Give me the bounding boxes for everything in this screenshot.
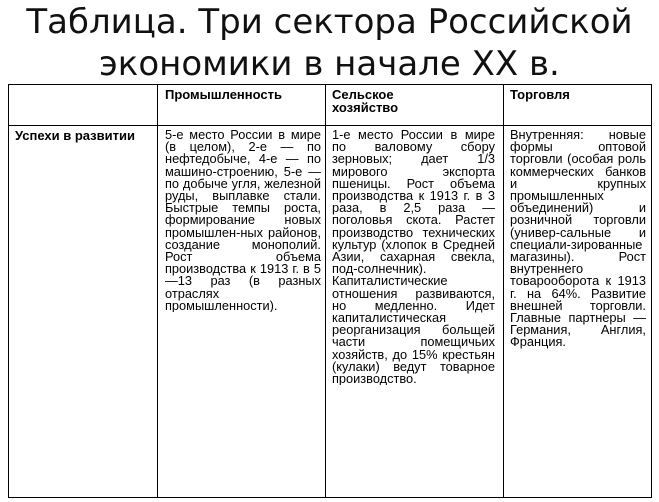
column-divider (157, 85, 158, 497)
cell-trade: Внутренняя: новые формы оптовой торговли (особая роль коммерческих банков и крупных промышленных объединений) и розничной торговли (универ-сальные и специали-зированные магазины). Рост внутреннего товарооборота к 1913 г. на 64%. Развитие внешней торговли. Главные партнеры — Германия, Англия, Франция. (510, 129, 646, 349)
cell-industry: 5-е место России в мире (в целом), 2-е — по нефтедобыче, 4-е — по машино-строению, 5-е — по добыче угля, железной руды, выплавке стали. Быстрые темпы роста, формирование новых промышлен-ных районов, создание монополий. Рост объема производства к 1913 г. в 5—13 раз (в разных отраслях промышленности). (165, 129, 321, 313)
header-trade: Торговля (510, 87, 570, 102)
row-label-success: Успехи в развитии (15, 128, 135, 143)
slide-title-line-2: экономики в начале XX в. (99, 44, 560, 84)
header-agriculture: Сельское хозяйство (332, 87, 399, 115)
column-divider (503, 85, 504, 497)
slide-title-line-1: Таблица. Три сектора Российской (26, 2, 633, 42)
economy-table (8, 84, 652, 498)
column-divider (325, 85, 326, 497)
cell-agriculture: 1-е место России в мире по валовому сбору зерновых; дает 1/3 мирового экспорта пшеницы. Рост объема производства к 1913 г. в 3 раза, в 2,5 раза — поголовья скота. Растет производство технических культур (хлопок в Средней Азии, сахарная свекла, под-солнечник). Капиталистические отношения развиваются, но медленно. Идет капиталистическая реорганизация больщей части помещичьих хозяйств, до 15% крестьян (кулаки) ведут товарное производство. (332, 129, 495, 386)
header-divider (9, 125, 651, 126)
header-industry: Промышленность (165, 87, 282, 102)
